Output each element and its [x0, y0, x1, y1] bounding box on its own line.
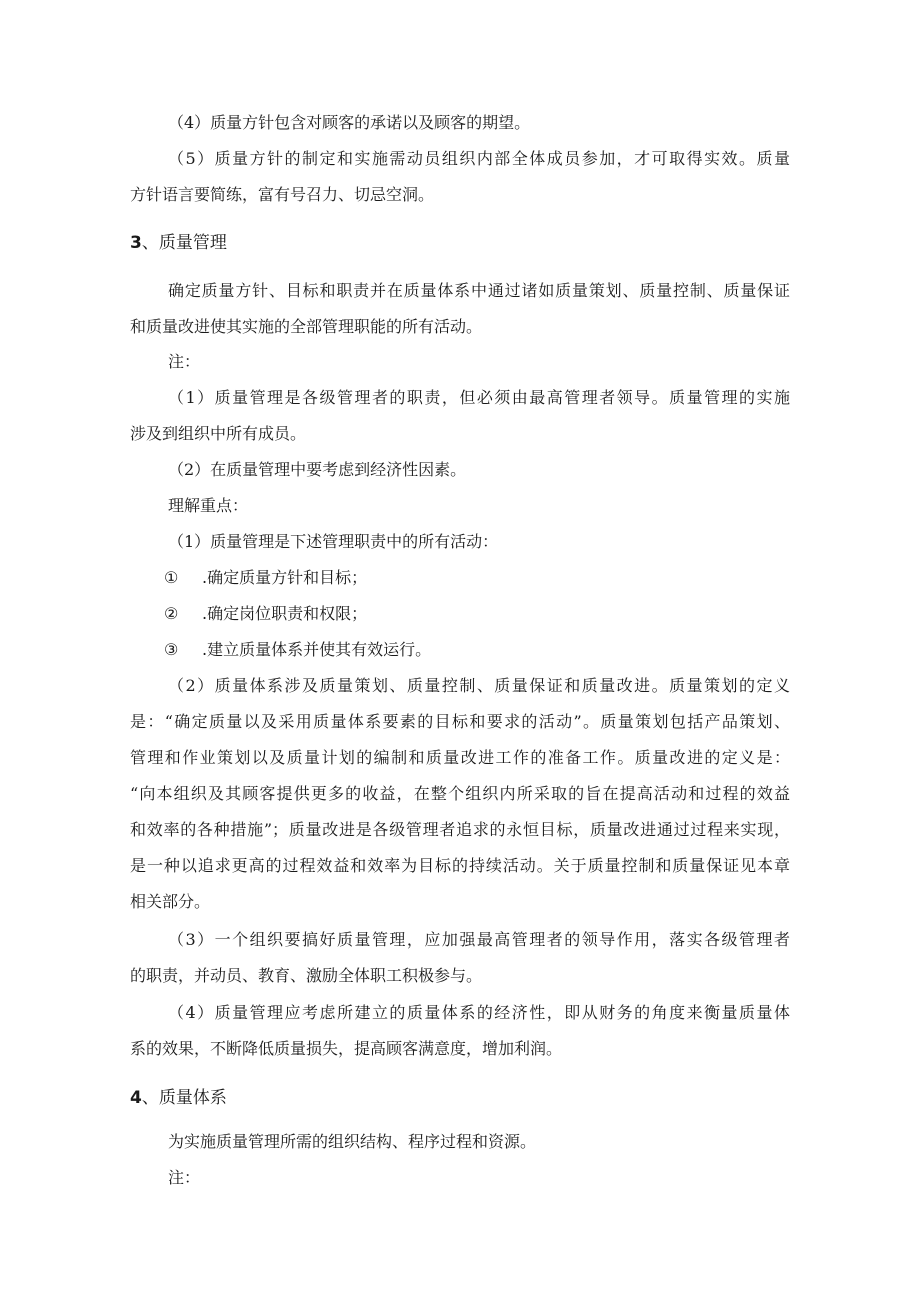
key-points-label: 理解重点：: [168, 496, 249, 515]
list-item: [164, 568, 367, 588]
paragraph-line: （1）质量管理是各级管理者的职责，但必须由最高管理者领导。质量管理的实施: [168, 388, 790, 407]
section-heading: [130, 1088, 227, 1108]
list-item: [164, 604, 367, 624]
paragraph-line: （3）一个组织要搞好质量管理，应加强最高管理者的领导作用，落实各级管理者: [168, 930, 790, 949]
paragraph-line: 为实施质量管理所需的组织结构、程序过程和资源。: [168, 1132, 537, 1151]
list-item-text: .确定质量方针和目标；: [202, 568, 368, 587]
list-bullet: ②: [164, 604, 179, 623]
paragraph-line: 系的效果，不断降低质量损失，提高顾客满意度，增加利润。: [130, 1039, 563, 1058]
note-label: 注：: [168, 1168, 201, 1187]
list-bullet: ③: [164, 640, 179, 659]
list-item: [164, 640, 431, 660]
paragraph-line: 涉及到组织中所有成员。: [130, 424, 307, 443]
paragraph-line: （4）质量管理应考虑所建立的质量体系的经济性，即从财务的角度来衡量质量体: [168, 1003, 790, 1022]
paragraph-line: 确定质量方针、目标和职责并在质量体系中通过诸如质量策划、质量控制、质量保证: [168, 281, 790, 300]
paragraph-line: “向本组织及其顾客提供更多的收益，在整个组织内所采取的旨在提高活动和过程的效益: [130, 784, 790, 803]
section-number: 4: [130, 1088, 142, 1108]
paragraph-line: 方针语言要简练，富有号召力、切忌空洞。: [130, 185, 435, 204]
list-item-text: .确定岗位职责和权限；: [202, 604, 368, 623]
paragraph-line: （2）质量体系涉及质量策划、质量控制、质量保证和质量改进。质量策划的定义: [168, 676, 790, 695]
paragraph-line: 和效率的各种措施”；质量改进是各级管理者追求的永恒目标，质量改进通过过程来实现，: [130, 820, 790, 839]
note-label: 注：: [168, 352, 201, 371]
section-number: 3: [130, 233, 142, 253]
section-title: 、质量体系: [141, 1088, 227, 1108]
paragraph-line: 管理和作业策划以及质量计划的编制和质量改进工作的准备工作。质量改进的定义是：: [130, 748, 790, 767]
paragraph-line: 相关部分。: [130, 892, 211, 911]
paragraph-line: 和质量改进使其实施的全部管理职能的所有活动。: [130, 317, 483, 336]
section-heading: [130, 233, 227, 253]
list-bullet: ①: [164, 568, 179, 587]
section-title: 、质量管理: [141, 233, 227, 253]
paragraph-line: （5）质量方针的制定和实施需动员组织内部全体成员参加，才可取得实效。质量: [168, 149, 790, 168]
paragraph-line: 是一种以追求更高的过程效益和效率为目标的持续活动。关于质量控制和质量保证见本章: [130, 856, 790, 875]
paragraph-line: （1）质量管理是下述管理职责中的所有活动：: [168, 532, 499, 551]
paragraph-line: （2）在质量管理中要考虑到经济性因素。: [168, 460, 467, 479]
list-item-text: .建立质量体系并使其有效运行。: [202, 640, 432, 659]
paragraph-line: 的职责，并动员、教育、激励全体职工积极参与。: [130, 966, 483, 985]
paragraph-line: 是：“确定质量以及采用质量体系要素的目标和要求的活动”。质量策划包括产品策划、: [130, 712, 790, 731]
paragraph-line: （4）质量方针包含对顾客的承诺以及顾客的期望。: [168, 113, 531, 132]
